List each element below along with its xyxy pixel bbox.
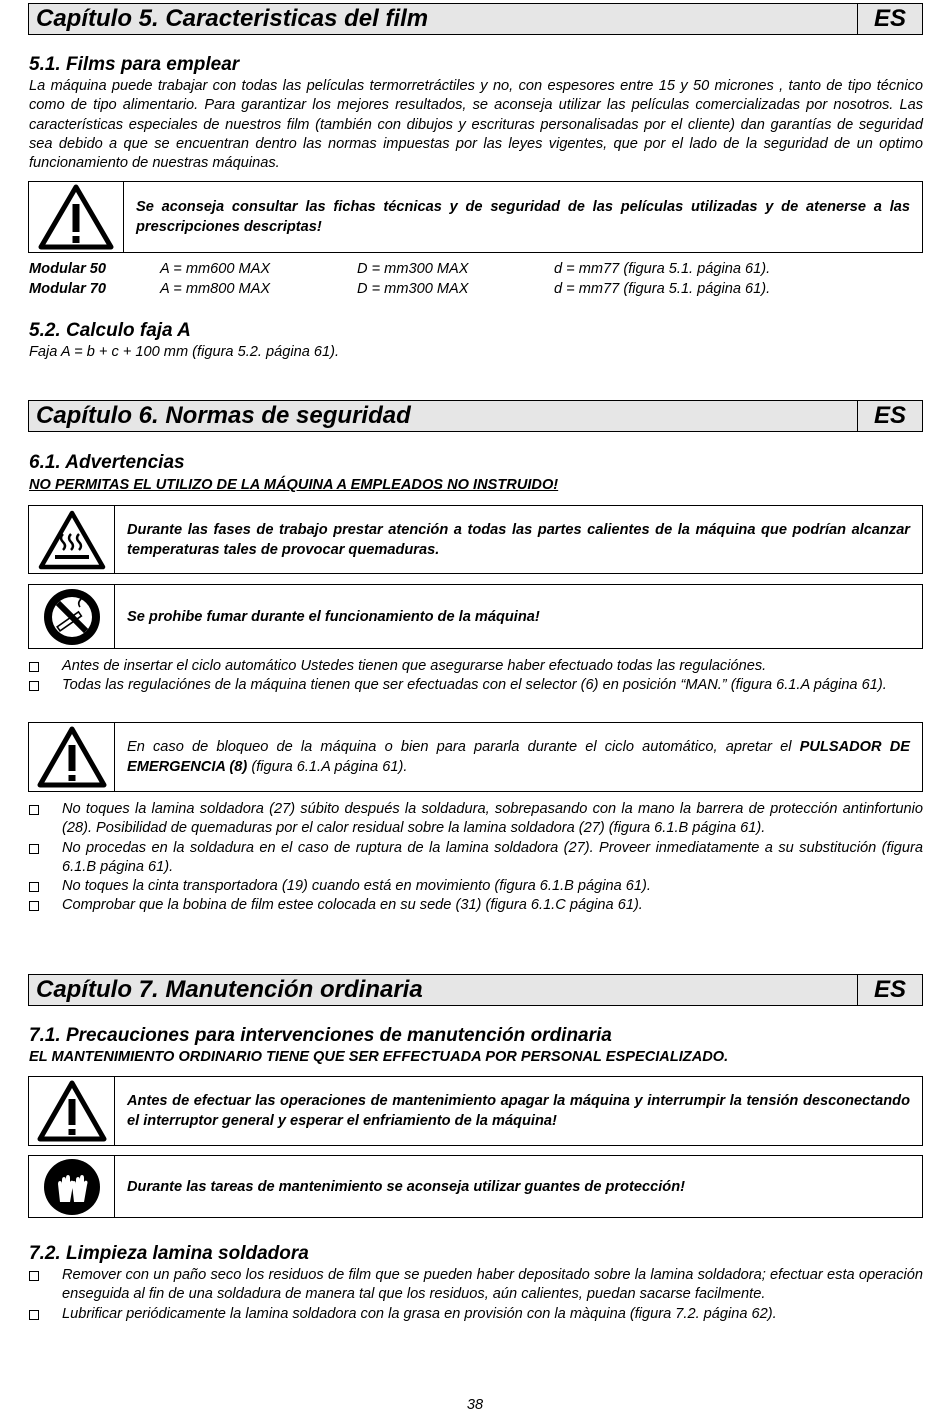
- warning-triangle-icon: [29, 1077, 115, 1145]
- model-d-small: d = mm77 (figura 5.1. página 61).: [554, 281, 771, 297]
- cleaning-list: [29, 1266, 923, 1324]
- warning-triangle-icon: [29, 723, 115, 791]
- section-6-1-title: 6.1. Advertencias: [29, 452, 185, 473]
- no-smoking-warning-box: [28, 584, 923, 649]
- list-item-text: Comprobar que la bobina de film estee colocada en su sede (31) (figura 6.1.C página 61).: [62, 897, 643, 914]
- section-7-1-subtitle: EL MANTENIMIENTO ORDINARIO TIENE QUE SER EFFECTUADA POR PERSONAL ESPECIALIZADO.: [29, 1049, 729, 1065]
- gloves-warning-text: Durante las tareas de mantenimiento se aconseja utilizar guantes de protección!: [127, 1178, 685, 1195]
- emergency-text-post: (figura 6.1.A página 61).: [247, 759, 408, 775]
- chapter-7-lang: ES: [873, 976, 906, 1003]
- chapter-5-title: Capítulo 5. Caracteristicas del film: [29, 4, 858, 34]
- list-item-text: Todas las regulaciónes de la máquina tienen que ser efectuadas con el selector (6) en posición “MAN.” (figura 6.1.A página 61).: [62, 677, 887, 694]
- chapter-6-header: [28, 400, 923, 432]
- list-item: [29, 896, 923, 915]
- section-7-1-title: 7.1. Precauciones para intervenciones de manutención ordinaria: [29, 1025, 612, 1046]
- model-d-small: d = mm77 (figura 5.1. página 61).: [554, 261, 771, 277]
- gloves-icon: [29, 1156, 115, 1217]
- model-d-big: D = mm300 MAX: [357, 261, 469, 277]
- list-item-text: No procedas en la soldadura en el caso de ruptura de la lamina soldadora (27). Proveer inmediatamente a su substitución (figura 6.1.B página 61).: [62, 839, 923, 875]
- checkbox-bullet-icon: [29, 1271, 39, 1281]
- hot-surface-icon: [29, 506, 115, 573]
- list-item: [29, 676, 923, 695]
- section-5-2-text: Faja A = b + c + 100 mm (figura 5.2. página 61).: [29, 344, 340, 360]
- chapter-7-title: Capítulo 7. Manutención ordinaria: [29, 975, 858, 1005]
- checkbox-bullet-icon: [29, 805, 39, 815]
- list-item: [29, 1266, 923, 1305]
- chapter-7-header: [28, 974, 923, 1006]
- checkbox-bullet-icon: [29, 844, 39, 854]
- emergency-warning-text: [115, 723, 922, 791]
- model-row-1: [29, 261, 923, 281]
- hot-surface-warning-text: Durante las fases de trabajo prestar atención a todas las partes calientes de la máquina que podrían alcanzar temperaturas tales de provocar quemaduras.: [127, 521, 910, 558]
- chapter-5-lang: ES: [873, 5, 906, 32]
- gloves-warning-box: [28, 1155, 923, 1218]
- emergency-text-pre: En caso de bloqueo de la máquina o bien para pararla durante el ciclo automático, apretar el: [127, 739, 800, 755]
- safety-list-1: [29, 657, 923, 696]
- power-off-warning-box: [28, 1076, 923, 1146]
- hot-surface-warning-box: [28, 505, 923, 574]
- list-item-text: Remover con un paño seco los residuos de film que se pueden haber depositado sobre la lamina soldadora; efectuar esta operación enseguida al fin de una soldadura de manera tal que los residuos, aún calientes, puedan sacarse facilmente.: [62, 1267, 923, 1303]
- page-number: 38: [466, 1397, 484, 1413]
- list-item-text: Lubrificar periódicamente la lamina soldadora con la grasa en provisión con la màquina (figura 7.2. página 62).: [62, 1305, 777, 1322]
- section-5-1-text: La máquina puede trabajar con todas las películas termorretráctiles y no, con espesores entre 15 y 50 micrones , tanto de tipo técnico como de tipo alimentario. Para garantizar los mejores resultados, se aconseja utilizar las películas comercializadas por nosotros. Las características especiales de nuestros film (también con dibujos y escrituras personalisadas por el cliente) dan garantías de seguridad sea debido a que se encuentran dentro las normas impuestas por las leyes vigentes, que por el lado de la seguridad de un optimo funcionamiento de nuestras máquinas.: [29, 78, 923, 172]
- list-item: [29, 657, 923, 676]
- model-name: Modular 50: [29, 261, 107, 277]
- checkbox-bullet-icon: [29, 882, 39, 892]
- film-warning-box: [28, 181, 923, 253]
- section-6-1-subtitle: NO PERMITAS EL UTILIZO DE LA MÁQUINA A EMPLEADOS NO INSTRUIDO!: [29, 477, 559, 493]
- checkbox-bullet-icon: [29, 901, 39, 911]
- section-5-1-title: 5.1. Films para emplear: [29, 54, 240, 75]
- model-row-2: [29, 281, 923, 301]
- checkbox-bullet-icon: [29, 1310, 39, 1320]
- checkbox-bullet-icon: [29, 681, 39, 691]
- chapter-6-lang: ES: [873, 402, 906, 429]
- list-item: [29, 877, 923, 896]
- film-warning-text: Se aconseja consultar las fichas técnicas y de seguridad de las películas utilizadas y de atenerse a las prescripciones descriptas!: [136, 199, 910, 235]
- model-d-big: D = mm300 MAX: [357, 281, 469, 297]
- warning-triangle-icon: [29, 182, 124, 252]
- chapter-5-header: [28, 3, 923, 35]
- chapter-6-title: Capítulo 6. Normas de seguridad: [29, 401, 858, 431]
- list-item: [29, 800, 923, 839]
- section-5-2-title: 5.2. Calculo faja A: [29, 320, 191, 341]
- checkbox-bullet-icon: [29, 662, 39, 672]
- power-off-warning-text: Antes de efectuar las operaciones de mantenimiento apagar la máquina y interrumpir la tensión desconectando el interruptor general y esperar el enfriamiento de la máquina!: [127, 1093, 910, 1129]
- model-a: A = mm600 MAX: [160, 261, 271, 277]
- list-item-text: No toques la lamina soldadora (27) súbito después la soldadura, sobrepasando con la mano la barrera de protección antinfortunio (28). Posibilidad de quemaduras por el calor residual sobre la lamina soldadora (27) (figura 6.1.B página 61).: [62, 801, 923, 837]
- list-item-text: No toques la cinta transportadora (19) cuando está en movimiento (figura 6.1.B página 61).: [62, 878, 651, 895]
- emergency-button-label: PULSADOR DE EMERGENCIA (8): [127, 739, 911, 775]
- model-name: Modular 70: [29, 281, 107, 297]
- no-smoking-warning-text: Se prohibe fumar durante el funcionamiento de la máquina!: [127, 608, 540, 625]
- section-7-2-title: 7.2. Limpieza lamina soldadora: [29, 1243, 309, 1264]
- list-item: [29, 1305, 923, 1324]
- emergency-warning-box: [28, 722, 923, 792]
- list-item: [29, 839, 923, 878]
- list-item-text: Antes de insertar el ciclo automático Ustedes tienen que asegurarse haber efectuado todas las regulaciónes.: [62, 658, 767, 674]
- safety-list-2: [29, 800, 923, 916]
- no-smoking-icon: [29, 585, 115, 648]
- model-a: A = mm800 MAX: [160, 281, 271, 297]
